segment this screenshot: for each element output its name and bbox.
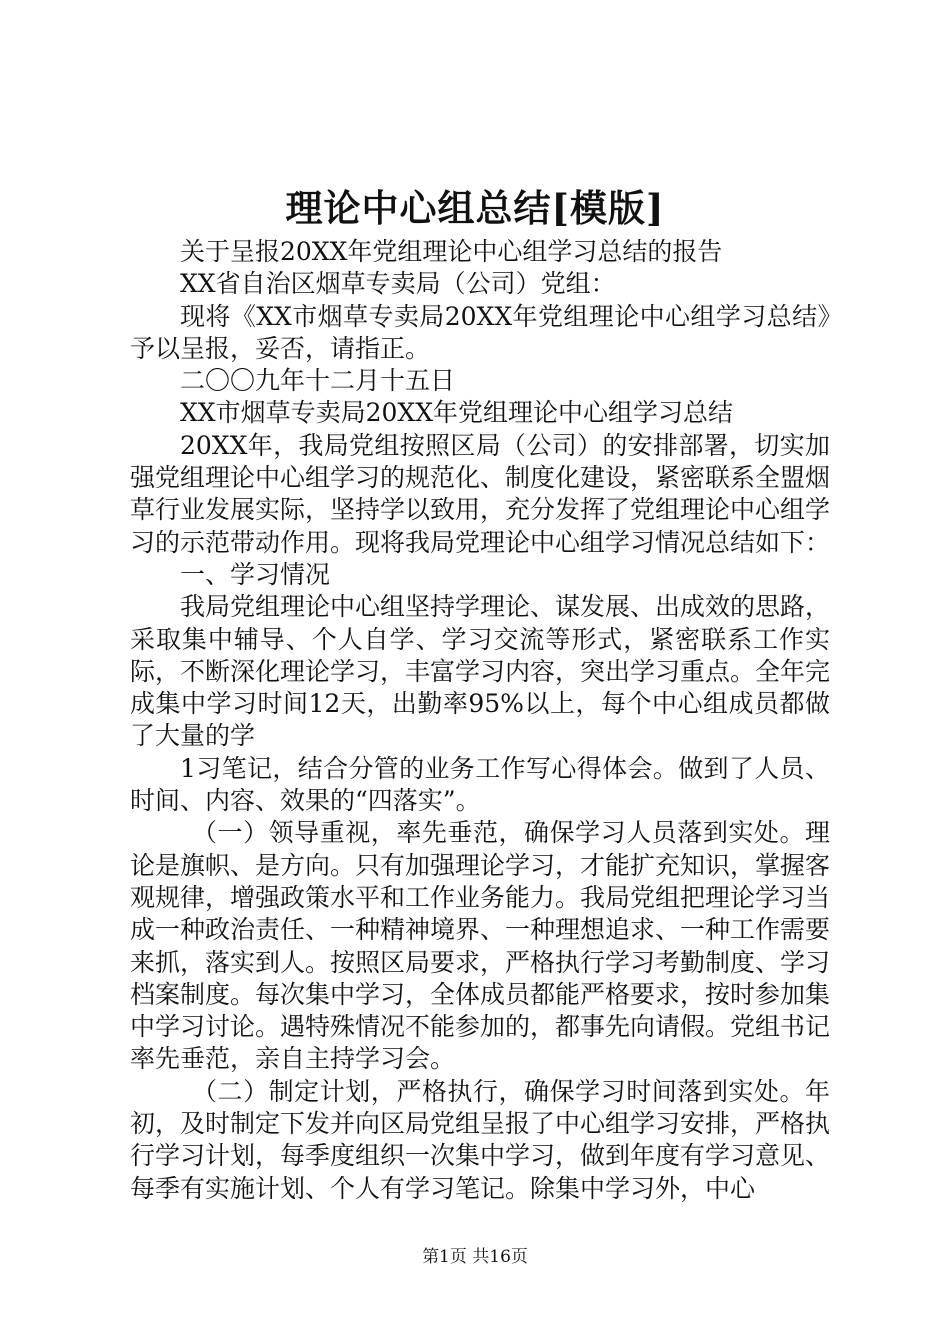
paragraph: 二〇〇九年十二月十五日 <box>180 366 456 396</box>
paragraph: 我局党组理论中心组坚持学理论、谋发展、出成效的思路，采取集中辅导、个人自学、学习交流等形式，紧密联系工作实际，不断深化理论学习，丰富学习内容，突出学习重点。全年完成集中学习时间12天，出勤率95%以上，每个中心组成员都做了大量的学 <box>130 592 831 751</box>
paragraph: 1习笔记，结合分管的业务工作写心得体会。做到了人员、时间、内容、效果的“四落实”。 <box>130 753 830 816</box>
section-heading: 一、学习情况 <box>180 559 331 589</box>
paragraph: 现将《XX市烟草专卖局20XX年党组理论中心组学习总结》予以呈报，妥否，请指正。 <box>130 301 830 363</box>
paragraph: 20XX年，我局党组按照区局（公司）的安排部署，切实加强党组理论中心组学习的规范化、制度化建设，紧密联系全盟烟草行业发展实际，坚持学以致用，充分发挥了党组理论中心组学习的示范带动作用。现将我局党理论中心组学习情况总结如下： <box>130 430 831 557</box>
paragraph: （二）制定计划，严格执行，确保学习时间落到实处。年初，及时制定下发并向区局党组呈报了中心组学习安排，严格执行学习计划，每季度组织一次集中学习，做到年度有学习意见、每季有实施计划、个人有学习笔记。除集中学习外，中心 <box>130 1076 831 1203</box>
paragraph: （一）领导重视，率先垂范，确保学习人员落到实处。理论是旗帜、是方向。只有加强理论学习，才能扩充知识，掌握客观规律，增强政策水平和工作业务能力。我局党组把理论学习当成一种政治责任、一种精神境界、一种理想追求、一种工作需要来抓，落实到人。按照区局要求，严格执行学习考勤制度、学习档案制度。每次集中学习，全体成员都能严格要求，按时参加集中学习讨论。遇特殊情况不能参加的，都事先向请假。党组书记率先垂范，亲自主持学习会。 <box>130 818 831 1074</box>
paragraph: 关于呈报20XX年党组理论中心组学习总结的报告 <box>180 237 723 266</box>
paragraph: XX省自治区烟草专卖局（公司）党组： <box>180 269 616 299</box>
paragraph: XX市烟草专卖局20XX年党组理论中心组学习总结 <box>180 398 734 428</box>
document-body <box>130 236 830 1205</box>
document-title: 理论中心组总结[模版] <box>285 186 665 230</box>
page-number: 第1页 共16页 <box>422 1247 528 1267</box>
